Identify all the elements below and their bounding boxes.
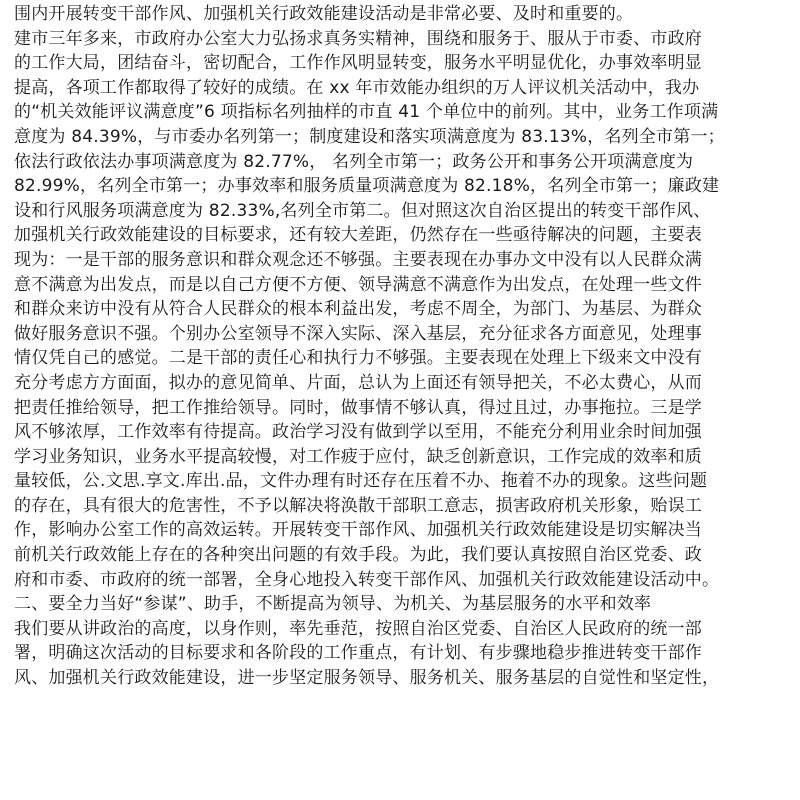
text-line: 的存在，具有很大的危害性，不予以解决将涣散干部职工意志，损害政府机关形象，贻误工 bbox=[14, 495, 702, 516]
text-line: 的工作大局，团结奋斗，密切配合，工作作风明显转变，服务水平明显优化，办事效率明显 bbox=[14, 53, 702, 74]
text-line: 现为：一是干部的服务意识和群众观念还不够强。主要表现在办事办文中没有以人民群众满 bbox=[14, 249, 702, 270]
text-line: 风不够浓厚，工作效率有待提高。政治学习没有做到学以至用，不能充分利用业余时间加强 bbox=[14, 422, 702, 443]
text-line: 建市三年多来，市政府办公室大力弘扬求真务实精神，围绕和服务于、服从于市委、市政府 bbox=[14, 28, 702, 49]
text-line: 82.99%，名列全市第一；办事效率和服务质量项满意度为 82.18%，名列全市第一；廉政建 bbox=[14, 176, 720, 197]
text-line: 加强机关行政效能建设的目标要求，还有较大差距，仍然存在一些亟待解决的问题，主要表 bbox=[14, 225, 702, 246]
text-line: 的“机关效能评议满意度”6 项指标名列抽样的市直 41 个单位中的前列。其中，业务工作项满 bbox=[14, 102, 719, 123]
text-line: 提高，各项工作都取得了较好的成绩。在 xx 年市效能办组织的万人评议机关活动中，我办 bbox=[14, 77, 700, 98]
text-line: 做好服务意识不强。个别办公室领导不深入实际、深入基层，充分征求各方面意见，处理事 bbox=[14, 323, 702, 344]
text-line: 府和市委、市政府的统一部署，全身心地投入转变干部作风、加强机关行政效能建设活动中。 bbox=[14, 569, 720, 590]
text-line: 把责任推给领导，把工作推给领导。同时，做事情不够认真，得过且过，办事拖拉。三是学 bbox=[14, 397, 702, 418]
text-line: 学习业务知识，业务水平提高较慢，对工作疲于应付，缺乏创新意识，工作完成的效率和质 bbox=[14, 446, 702, 467]
text-line: 前机关行政效能上存在的各种突出问题的有效手段。为此，我们要认真按照自治区党委、政 bbox=[14, 545, 702, 566]
text-line: 风、加强机关行政效能建设，进一步坚定服务领导、服务机关、服务基层的自觉性和坚定性， bbox=[14, 668, 720, 689]
document-body bbox=[14, 2, 794, 691]
text-line: 围内开展转变干部作风、加强机关行政效能建设活动是非常必要、及时和重要的。 bbox=[14, 4, 634, 24]
text-line: 意不满意为出发点，而是以自己方便不方便、领导满意不满意作为出发点，在处理一些文件 bbox=[14, 274, 702, 295]
text-line: 作，影响办公室工作的高效运转。开展转变干部作风、加强机关行政效能建设是切实解决当 bbox=[14, 520, 702, 541]
text-line: 设和行风服务项满意度为 82.33%,名列全市第二。但对照这次自治区提出的转变干部作风、 bbox=[14, 200, 711, 221]
text-line: 情仅凭自己的感觉。二是干部的责任心和执行力不够强。主要表现在处理上下级来文中没有 bbox=[14, 348, 702, 369]
text-line: 依法行政依法办事项满意度为 82.77%， 名列全市第一；政务公开和事务公开项满意度为 bbox=[14, 151, 694, 172]
text-line: 充分考虑方方面面，拟办的意见简单、片面，总认为上面还有领导把关，不必太费心，从而 bbox=[14, 372, 702, 393]
text-line: 我们要从讲政治的高度，以身作则，率先垂范，按照自治区党委、自治区人民政府的统一部 bbox=[14, 618, 702, 639]
text-line: 和群众来访中没有从符合人民群众的根本利益出发，考虑不周全，为部门、为基层、为群众 bbox=[14, 299, 702, 320]
text-line: 署，明确这次活动的目标要求和各阶段的工作重点，有计划、有步骤地稳步推进转变干部作 bbox=[14, 643, 702, 664]
section-heading: 二、要全力当好“参谋”、助手，不断提高为领导、为机关、为基层服务的水平和效率 bbox=[14, 594, 652, 615]
text-line: 量较低，公.文思.享文.库出.品，文件办理有时还存在压着不办、拖着不办的现象。这些问题 bbox=[14, 471, 708, 492]
text-line: 意度为 84.39%，与市委办名列第一；制度建设和落实项满意度为 83.13%，名列全市第一； bbox=[14, 126, 725, 147]
